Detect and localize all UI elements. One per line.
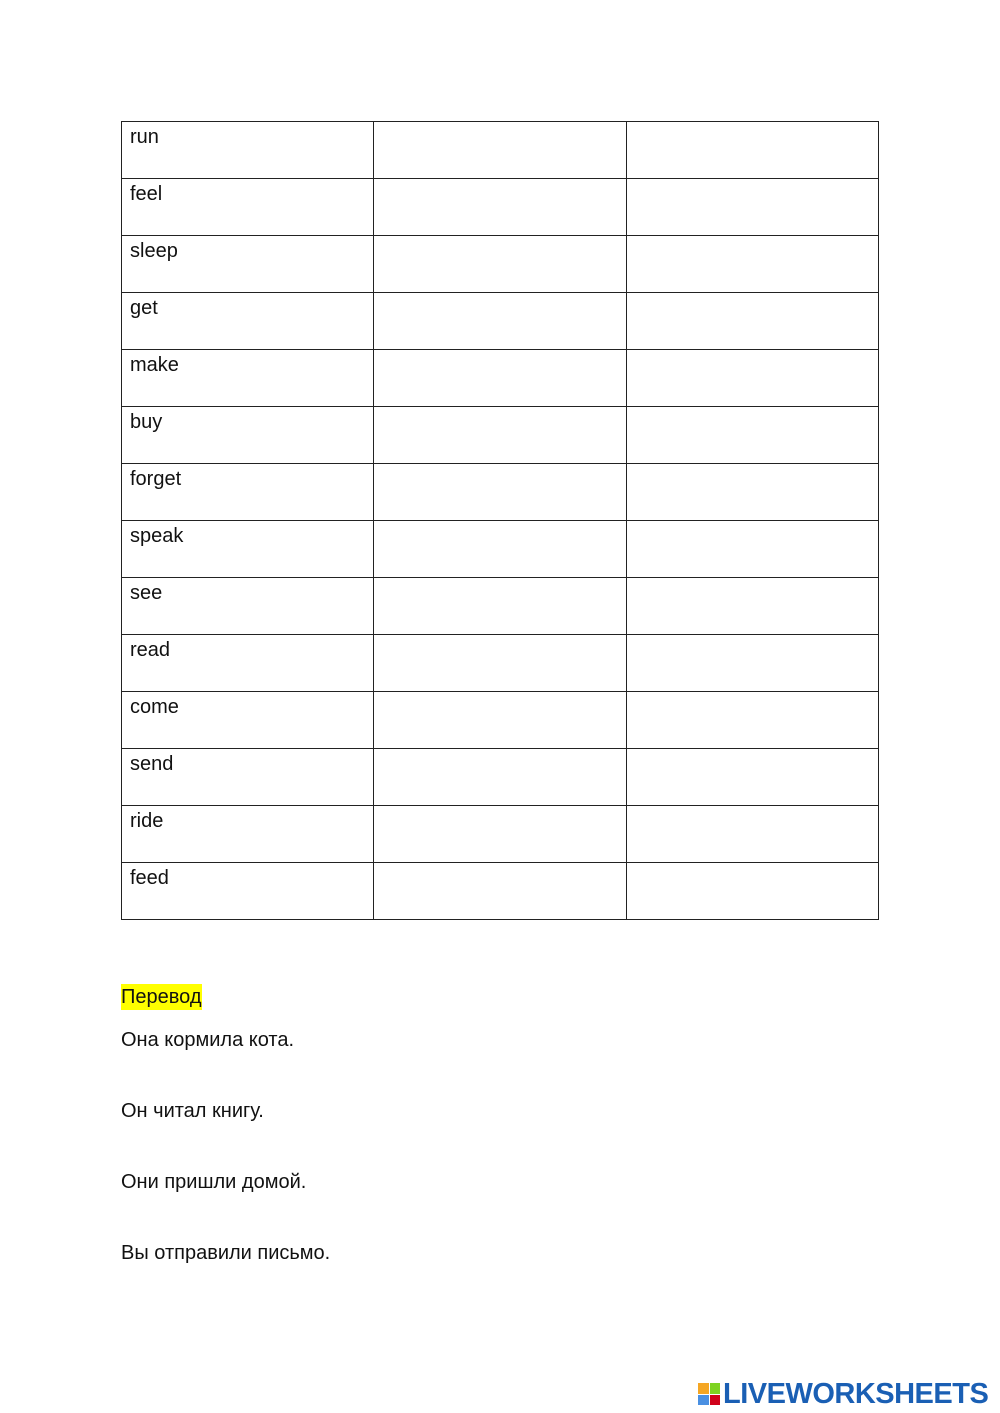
past-participle-answer-cell[interactable] xyxy=(627,293,879,350)
table-row xyxy=(122,635,879,692)
verb-cell: make xyxy=(122,350,374,407)
table-row xyxy=(122,464,879,521)
past-simple-answer-cell[interactable] xyxy=(374,464,627,521)
verb-cell: see xyxy=(122,578,374,635)
table-row xyxy=(122,407,879,464)
liveworksheets-logo xyxy=(698,1378,988,1410)
past-simple-answer-cell[interactable] xyxy=(374,236,627,293)
past-participle-answer-cell[interactable] xyxy=(627,464,879,521)
past-simple-answer-cell[interactable] xyxy=(374,635,627,692)
past-simple-answer-cell[interactable] xyxy=(374,350,627,407)
verb-cell: send xyxy=(122,749,374,806)
verb-cell: read xyxy=(122,635,374,692)
table-row xyxy=(122,293,879,350)
past-participle-answer-cell[interactable] xyxy=(627,407,879,464)
verb-cell: run xyxy=(122,122,374,179)
table-row xyxy=(122,179,879,236)
past-participle-answer-cell[interactable] xyxy=(627,521,879,578)
past-participle-answer-cell[interactable] xyxy=(627,578,879,635)
past-participle-answer-cell[interactable] xyxy=(627,749,879,806)
past-participle-answer-cell[interactable] xyxy=(627,635,879,692)
past-participle-answer-cell[interactable] xyxy=(627,122,879,179)
past-simple-answer-cell[interactable] xyxy=(374,407,627,464)
past-participle-answer-cell[interactable] xyxy=(627,236,879,293)
verb-cell: feel xyxy=(122,179,374,236)
past-simple-answer-cell[interactable] xyxy=(374,122,627,179)
table-row xyxy=(122,578,879,635)
past-simple-answer-cell[interactable] xyxy=(374,863,627,920)
table-row xyxy=(122,236,879,293)
table-row xyxy=(122,521,879,578)
translation-heading: Перевод xyxy=(121,986,202,1008)
past-simple-answer-cell[interactable] xyxy=(374,293,627,350)
verb-cell: ride xyxy=(122,806,374,863)
logo-text: LIVEWORKSHEETS xyxy=(723,1378,989,1410)
verb-cell: get xyxy=(122,293,374,350)
verb-cell: buy xyxy=(122,407,374,464)
sentence-3: Они пришли домой. xyxy=(121,1171,307,1193)
sentence-2: Он читал книгу. xyxy=(121,1100,264,1122)
past-simple-answer-cell[interactable] xyxy=(374,179,627,236)
past-simple-answer-cell[interactable] xyxy=(374,749,627,806)
past-participle-answer-cell[interactable] xyxy=(627,863,879,920)
verb-cell: speak xyxy=(122,521,374,578)
table-row xyxy=(122,692,879,749)
verb-cell: sleep xyxy=(122,236,374,293)
past-simple-answer-cell[interactable] xyxy=(374,692,627,749)
past-participle-answer-cell[interactable] xyxy=(627,350,879,407)
past-participle-answer-cell[interactable] xyxy=(627,806,879,863)
verb-cell: feed xyxy=(122,863,374,920)
verbs-table xyxy=(121,121,879,920)
verb-cell: come xyxy=(122,692,374,749)
verb-cell: forget xyxy=(122,464,374,521)
past-simple-answer-cell[interactable] xyxy=(374,578,627,635)
logo-mark-icon xyxy=(698,1383,720,1405)
past-simple-answer-cell[interactable] xyxy=(374,806,627,863)
table-row xyxy=(122,806,879,863)
past-simple-answer-cell[interactable] xyxy=(374,521,627,578)
past-participle-answer-cell[interactable] xyxy=(627,179,879,236)
table-row xyxy=(122,350,879,407)
sentence-1: Она кормила кота. xyxy=(121,1029,295,1051)
table-row xyxy=(122,863,879,920)
table-row xyxy=(122,749,879,806)
past-participle-answer-cell[interactable] xyxy=(627,692,879,749)
table-row xyxy=(122,122,879,179)
sentence-4: Вы отправили письмо. xyxy=(121,1242,331,1264)
